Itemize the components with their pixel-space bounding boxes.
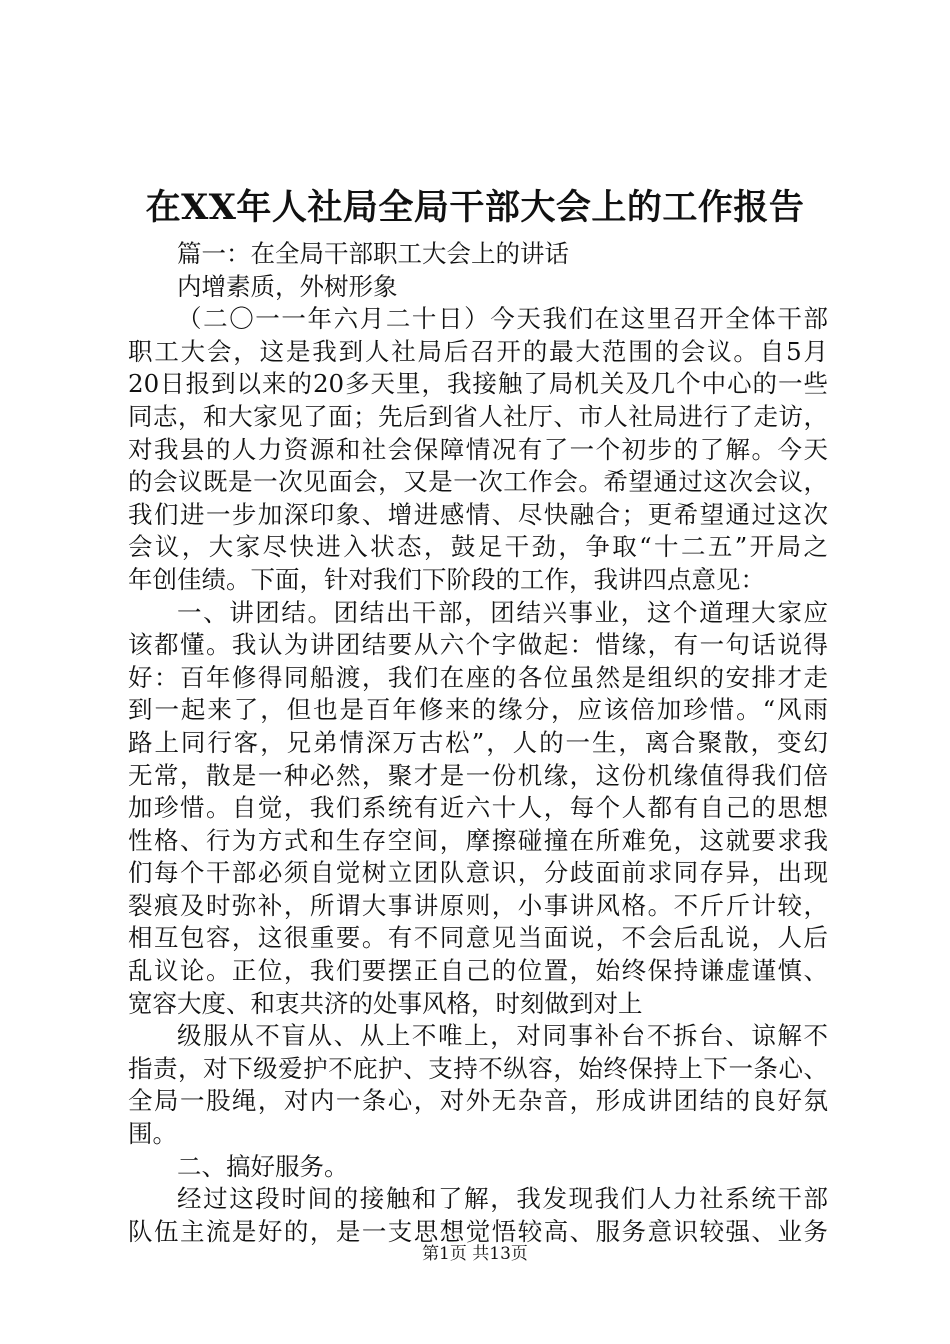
text-line: 的会议既是一次见面会，又是一次工作会。希望通过这次会议， (128, 467, 828, 497)
text-line: 到一起来了，但也是百年修来的缘分，应该倍加珍惜。“风雨 (128, 695, 828, 725)
text-line: 我们进一步加深印象、增进感情、尽快融合；更希望通过这次 (128, 499, 828, 529)
text-line: 加珍惜。自觉，我们系统有近六十人，每个人都有自己的思想 (128, 793, 828, 823)
text-line: 性格、行为方式和生存空间，摩擦碰撞在所难免，这就要求我 (128, 825, 828, 855)
text-line: 经过这段时间的接触和了解，我发现我们人力社系统干部 (177, 1184, 828, 1214)
text-line: 职工大会，这是我到人社局后召开的最大范围的会议。自5月 (128, 336, 828, 366)
text-line: 无常，散是一种必然，聚才是一份机缘，这份机缘值得我们倍 (128, 760, 828, 790)
document-title: 在XX年人社局全局干部大会上的工作报告 (145, 187, 805, 228)
text-line: 乱议论。正位，我们要摆正自己的位置，始终保持谦虚谨慎、 (128, 956, 828, 986)
page-footer: 第1页 共13页 (422, 1244, 528, 1264)
text-line: 会议，大家尽快进入状态，鼓足干劲，争取“十二五”开局之 (128, 532, 828, 562)
text-line: 20日报到以来的20多天里，我接触了局机关及几个中心的一些 (128, 369, 828, 399)
document-body (128, 238, 828, 1248)
text-line: 篇一：在全局干部职工大会上的讲话 (177, 239, 569, 268)
text-line: 围。 (128, 1119, 177, 1149)
text-line: 二、搞好服务。 (177, 1151, 349, 1181)
text-line: 裂痕及时弥补，所谓大事讲原则，小事讲风格。不斤斤计较， (128, 890, 828, 920)
text-line: 队伍主流是好的，是一支思想觉悟较高、服务意识较强、业务 (128, 1216, 828, 1246)
text-line: 对我县的人力资源和社会保障情况有了一个初步的了解。今天 (128, 434, 828, 464)
text-line: 同志，和大家见了面；先后到省人社厅、市人社局进行了走访， (128, 401, 828, 431)
text-line: 指责，对下级爱护不庇护、支持不纵容，始终保持上下一条心、 (128, 1053, 828, 1083)
text-line: 级服从不盲从、从上不唯上，对同事补台不拆台、谅解不 (177, 1021, 828, 1051)
text-line: 相互包容，这很重要。有不同意见当面说，不会后乱说，人后 (128, 923, 828, 953)
text-line: 内增素质，外树形象 (177, 271, 398, 301)
text-line: 们每个干部必须自觉树立团队意识，分歧面前求同存异，出现 (128, 858, 828, 888)
text-line: 一、讲团结。团结出干部，团结兴事业，这个道理大家应 (177, 597, 828, 627)
text-line: 好：百年修得同船渡，我们在座的各位虽然是组织的安排才走 (128, 662, 828, 692)
text-line: 该都懂。我认为讲团结要从六个字做起：惜缘，有一句话说得 (128, 630, 828, 660)
text-line: 路上同行客，兄弟情深万古松”，人的一生，离合聚散，变幻 (128, 727, 828, 757)
text-line: 全局一股绳，对内一条心，对外无杂音，形成讲团结的良好氛 (128, 1086, 828, 1116)
text-line: 宽容大度、和衷共济的处事风格，时刻做到对上 (128, 988, 643, 1018)
text-line: 年创佳绩。下面，针对我们下阶段的工作，我讲四点意见： (128, 564, 765, 594)
text-line: （二〇一一年六月二十日）今天我们在这里召开全体干部 (177, 304, 828, 334)
